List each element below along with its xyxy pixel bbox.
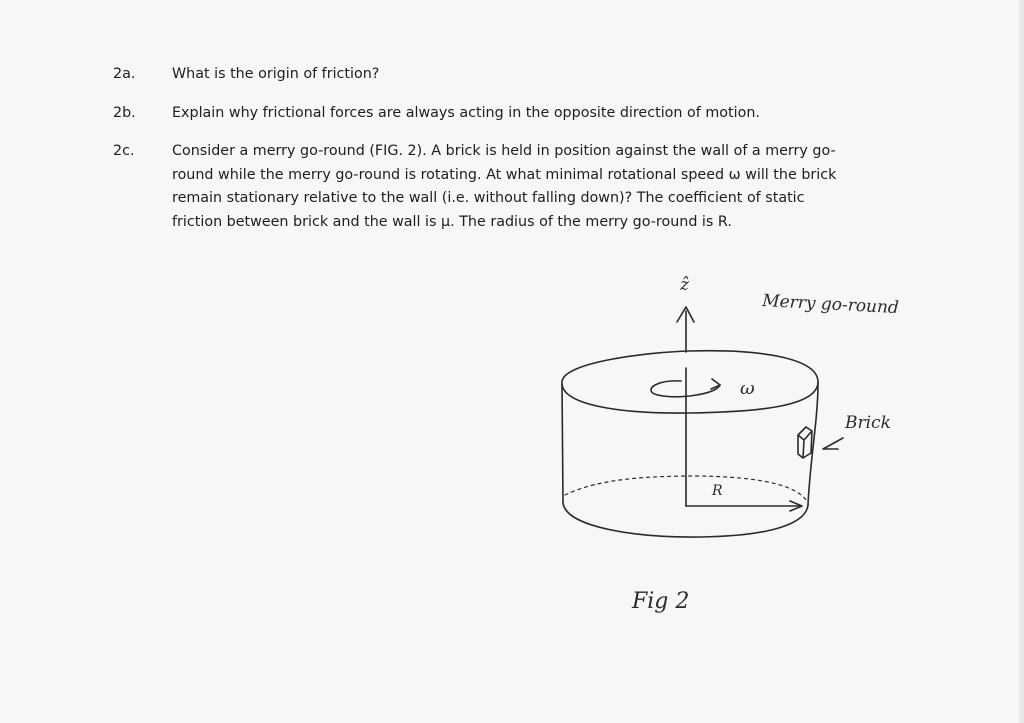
question-label: 2a. — [113, 66, 136, 82]
question-line: What is the origin of friction? — [172, 66, 380, 82]
figure-caption: Fig 2 — [632, 589, 690, 614]
brick-label: Brick — [845, 413, 891, 433]
merry-go-round-label: Merry go-round — [761, 291, 900, 319]
cylinder-bottom-front — [563, 503, 808, 537]
question-line: friction between brick and the wall is μ. The radius of the merry go-round is R. — [172, 213, 732, 230]
question-line: round while the merry go-round is rotating. At what minimal rotational speed ω will the brick — [172, 166, 837, 183]
brick-pointer — [823, 438, 843, 449]
brick-icon — [798, 427, 812, 458]
cylinder-right-wall — [808, 383, 818, 505]
question-line: Explain why frictional forces are always acting in the opposite direction of motion. — [172, 105, 760, 121]
cylinder-left-wall — [562, 384, 563, 503]
question-line: Consider a merry go-round (FIG. 2). A brick is held in position against the wall of a merry go- — [172, 143, 836, 159]
radius-label: R — [712, 483, 723, 499]
question-label: 2b. — [113, 105, 136, 121]
axis-label: ẑ — [680, 275, 689, 295]
question-line: remain stationary relative to the wall (i.e. without falling down)? The coefficient of static — [172, 190, 805, 206]
cylinder-top — [562, 351, 818, 413]
question-label: 2c. — [113, 143, 135, 159]
omega-label: ω — [740, 378, 755, 399]
